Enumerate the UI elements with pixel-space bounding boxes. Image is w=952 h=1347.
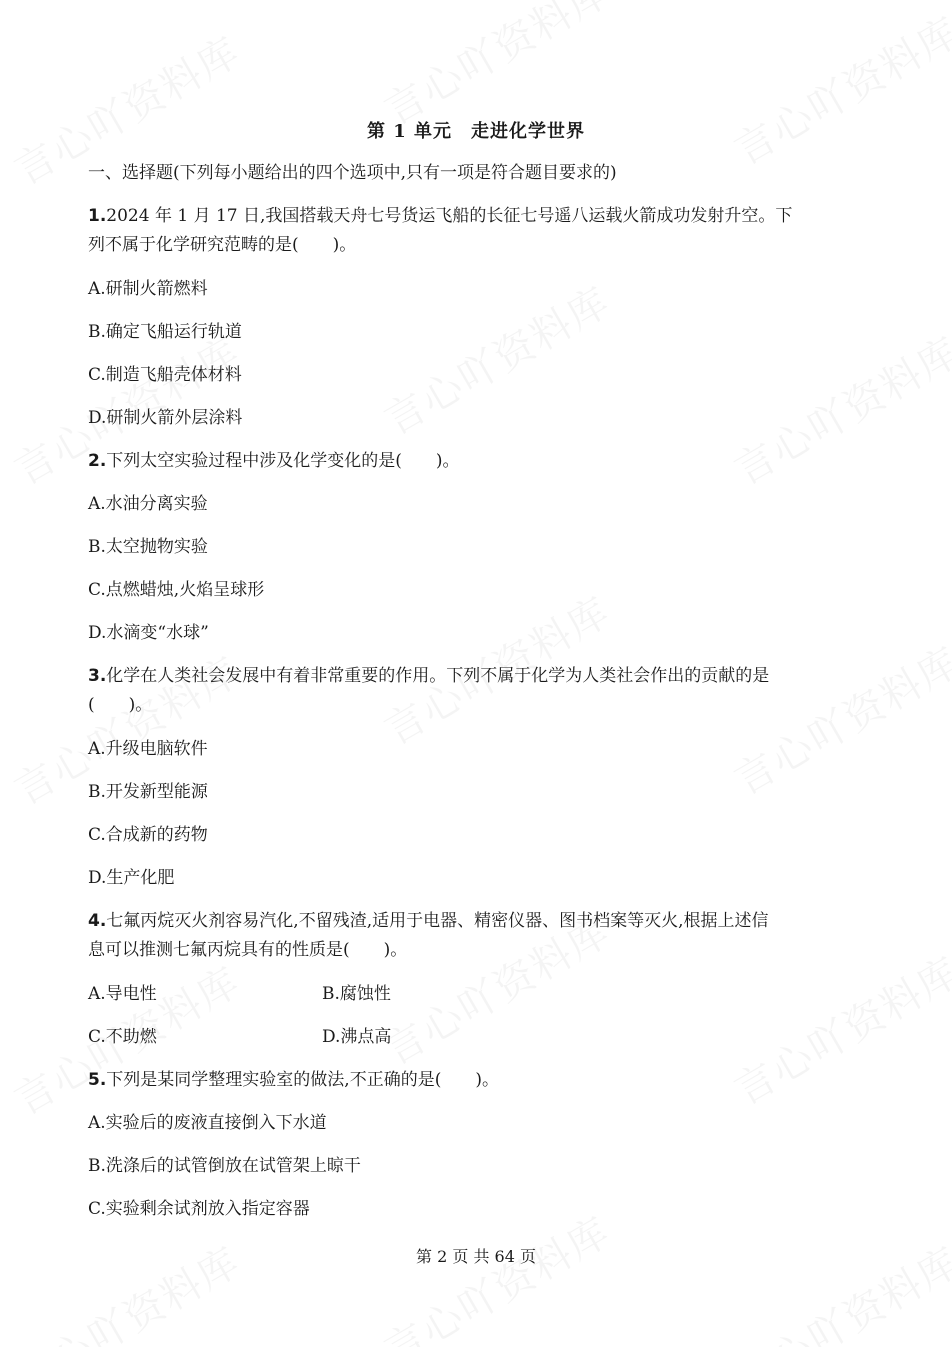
question-4-line-2: 息可以推测七氟丙烷具有的性质是( )。 <box>88 940 408 960</box>
option-b: B.开发新型能源 <box>88 782 208 802</box>
question-text: 七氟丙烷灭火剂容易汽化,不留残渣,适用于电器、精密仪器、图书档案等灭火,根据上述信 <box>106 911 769 931</box>
option-b: B.洗涤后的试管倒放在试管架上晾干 <box>88 1156 361 1176</box>
option-b: B.确定飞船运行轨道 <box>88 322 242 342</box>
question-2-line-1 <box>88 447 878 476</box>
question-1-line-1 <box>88 202 878 231</box>
question-number: 1. <box>88 206 107 226</box>
section-heading: 一、选择题(下列每小题给出的四个选项中,只有一项是符合题目要求的) <box>88 163 617 183</box>
page-footer: 第 2 页 共 64 页 <box>416 1247 536 1266</box>
question-number: 3. <box>88 666 107 686</box>
option-d: D.生产化肥 <box>88 868 175 888</box>
option-a: A.导电性 <box>88 984 157 1004</box>
page-title: 第 1 单元 走进化学世界 <box>366 121 586 142</box>
option-a: A.研制火箭燃料 <box>88 279 208 299</box>
option-c: C.实验剩余试剂放入指定容器 <box>88 1199 310 1219</box>
option-c: C.不助燃 <box>88 1027 157 1047</box>
option-row-ab <box>88 980 878 1009</box>
question-number: 5. <box>88 1070 107 1090</box>
option-c: C.合成新的药物 <box>88 825 208 845</box>
question-3-line-2: ( )。 <box>88 695 153 715</box>
question-1-line-2: 列不属于化学研究范畴的是( )。 <box>88 235 357 255</box>
question-text: 下列是某同学整理实验室的做法,不正确的是( )。 <box>106 1070 499 1090</box>
option-d: D.水滴变“水球” <box>88 623 209 643</box>
option-a: A.水油分离实验 <box>88 494 208 514</box>
option-c: C.制造飞船壳体材料 <box>88 365 242 385</box>
option-a: A.实验后的废液直接倒入下水道 <box>88 1113 327 1133</box>
question-text: 2024 年 1 月 17 日,我国搭载天舟七号货运飞船的长征七号遥八运载火箭成功发射升空。下 <box>106 206 793 226</box>
option-a: A.升级电脑软件 <box>88 739 208 759</box>
option-d: D.研制火箭外层涂料 <box>88 408 243 428</box>
question-4-line-1 <box>88 907 878 936</box>
question-number: 4. <box>88 911 107 931</box>
question-text: 化学在人类社会发展中有着非常重要的作用。下列不属于化学为人类社会作出的贡献的是 <box>106 666 770 686</box>
question-3-line-1 <box>88 662 878 691</box>
option-b: B.太空抛物实验 <box>88 537 208 557</box>
option-b: B.腐蚀性 <box>322 984 391 1004</box>
option-row-cd <box>88 1023 878 1052</box>
question-text: 下列太空实验过程中涉及化学变化的是( )。 <box>106 451 460 471</box>
option-c: C.点燃蜡烛,火焰呈球形 <box>88 580 265 600</box>
question-5-line-1 <box>88 1066 878 1095</box>
question-number: 2. <box>88 451 107 471</box>
option-d: D.沸点高 <box>322 1027 392 1047</box>
